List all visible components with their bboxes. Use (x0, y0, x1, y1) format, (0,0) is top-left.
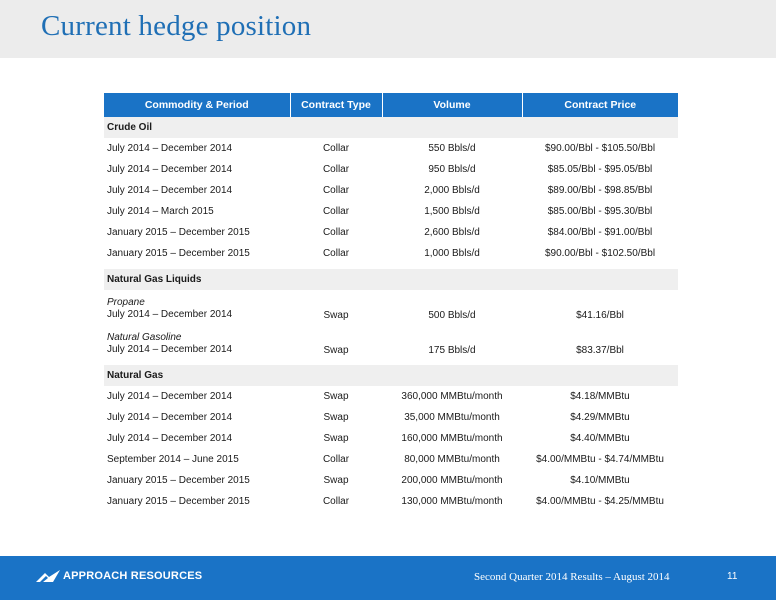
volume-cell: 550 Bbls/d (428, 143, 476, 154)
approach-logo-icon (36, 570, 60, 582)
volume-cell: 950 Bbls/d (428, 164, 476, 175)
section-header-row (104, 117, 678, 138)
section-header-row (104, 269, 678, 290)
section-title: Crude Oil (104, 117, 678, 138)
volume-cell: 2,000 Bbls/d (424, 185, 480, 196)
column-header-contract-type: Contract Type (290, 93, 382, 117)
volume-cell: 175 Bbls/d (428, 345, 476, 356)
contract-price-cell: $4.40/MMBtu (570, 433, 630, 444)
contract-price-cell: $4.10/MMBtu (570, 475, 630, 486)
contract-type-cell: Collar (322, 496, 350, 507)
page-number: 11 (727, 571, 738, 582)
period-cell: July 2014 – December 2014 (107, 164, 233, 175)
table-row (104, 449, 678, 470)
table-row (104, 159, 678, 180)
contract-type-cell: Swap (323, 412, 349, 423)
contract-type-cell: Collar (322, 454, 350, 465)
contract-price-cell: $4.00/MMBtu - $4.74/MMBtu (536, 454, 664, 465)
contract-type-cell: Collar (322, 143, 350, 154)
section-title: Natural Gas Liquids (104, 269, 678, 290)
volume-cell: 1,500 Bbls/d (424, 206, 480, 217)
period-label: July 2014 – December 2014 (107, 344, 233, 355)
volume-cell: 35,000 MMBtu/month (404, 412, 500, 423)
period-cell: January 2015 – December 2015 (107, 496, 250, 507)
volume-cell: 2,600 Bbls/d (424, 227, 480, 238)
volume-cell: 80,000 MMBtu/month (404, 454, 500, 465)
contract-type-cell: Collar (322, 185, 350, 196)
period-cell (104, 290, 290, 325)
contract-type-cell: Swap (323, 391, 349, 402)
contract-price-cell: $85.05/Bbl - $95.05/Bbl (547, 164, 653, 175)
table-row (104, 222, 678, 243)
contract-price-cell: $4.00/MMBtu - $4.25/MMBtu (536, 496, 664, 507)
period-cell: July 2014 – December 2014 (107, 185, 233, 196)
subtype-label: Natural Gasoline (107, 332, 182, 343)
period-cell: July 2014 – March 2015 (107, 206, 214, 217)
volume-cell: 200,000 MMBtu/month (401, 475, 503, 486)
contract-price-cell: $83.37/Bbl (576, 345, 624, 356)
contract-price-cell: $41.16/Bbl (576, 310, 624, 321)
contract-price-cell: $4.18/MMBtu (570, 391, 630, 402)
period-cell: July 2014 – December 2014 (107, 412, 233, 423)
table-body (104, 117, 678, 512)
table-row (104, 428, 678, 449)
table-row (104, 386, 678, 407)
volume-cell: 500 Bbls/d (428, 310, 476, 321)
table-row (104, 180, 678, 201)
contract-price-cell: $90.00/Bbl - $105.50/Bbl (544, 143, 656, 154)
table-row (104, 138, 678, 159)
table-header-row (104, 93, 678, 117)
volume-cell: 360,000 MMBtu/month (401, 391, 503, 402)
footer-text: Second Quarter 2014 Results – August 2014 (474, 571, 670, 583)
table-row (104, 243, 678, 264)
period-cell: July 2014 – December 2014 (107, 391, 233, 402)
table-row (104, 325, 678, 360)
period-cell: January 2015 – December 2015 (107, 227, 250, 238)
table-row (104, 491, 678, 512)
contract-type-cell: Swap (323, 310, 349, 321)
contract-price-cell: $4.29/MMBtu (570, 412, 630, 423)
contract-type-cell: Collar (322, 248, 350, 259)
column-header-contract-price: Contract Price (522, 93, 678, 117)
contract-type-cell: Swap (323, 345, 349, 356)
contract-type-cell: Collar (322, 206, 350, 217)
page-title: Current hedge position (41, 10, 312, 42)
volume-cell: 1,000 Bbls/d (424, 248, 480, 259)
contract-price-cell: $90.00/Bbl - $102.50/Bbl (544, 248, 656, 259)
period-cell: January 2015 – December 2015 (107, 475, 250, 486)
contract-type-cell: Collar (322, 164, 350, 175)
table-row (104, 407, 678, 428)
period-label: July 2014 – December 2014 (107, 309, 233, 320)
hedge-table (104, 93, 678, 512)
contract-type-cell: Collar (322, 227, 350, 238)
table-row (104, 290, 678, 325)
table-row (104, 470, 678, 491)
contract-price-cell: $84.00/Bbl - $91.00/Bbl (547, 227, 653, 238)
subtype-label: Propane (107, 297, 145, 308)
column-header-commodity: Commodity & Period (104, 93, 290, 117)
period-cell: September 2014 – June 2015 (107, 454, 239, 465)
period-cell: July 2014 – December 2014 (107, 433, 233, 444)
contract-type-cell: Swap (323, 475, 349, 486)
company-name: APPROACH RESOURCES (63, 570, 203, 582)
period-cell: January 2015 – December 2015 (107, 248, 250, 259)
period-cell: July 2014 – December 2014 (107, 143, 233, 154)
contract-type-cell: Swap (323, 433, 349, 444)
contract-price-cell: $85.00/Bbl - $95.30/Bbl (547, 206, 653, 217)
section-header-row (104, 365, 678, 386)
column-header-volume: Volume (382, 93, 522, 117)
contract-price-cell: $89.00/Bbl - $98.85/Bbl (547, 185, 653, 196)
volume-cell: 160,000 MMBtu/month (401, 433, 503, 444)
section-title: Natural Gas (104, 365, 678, 386)
period-cell (104, 325, 290, 360)
table-row (104, 201, 678, 222)
volume-cell: 130,000 MMBtu/month (401, 496, 503, 507)
